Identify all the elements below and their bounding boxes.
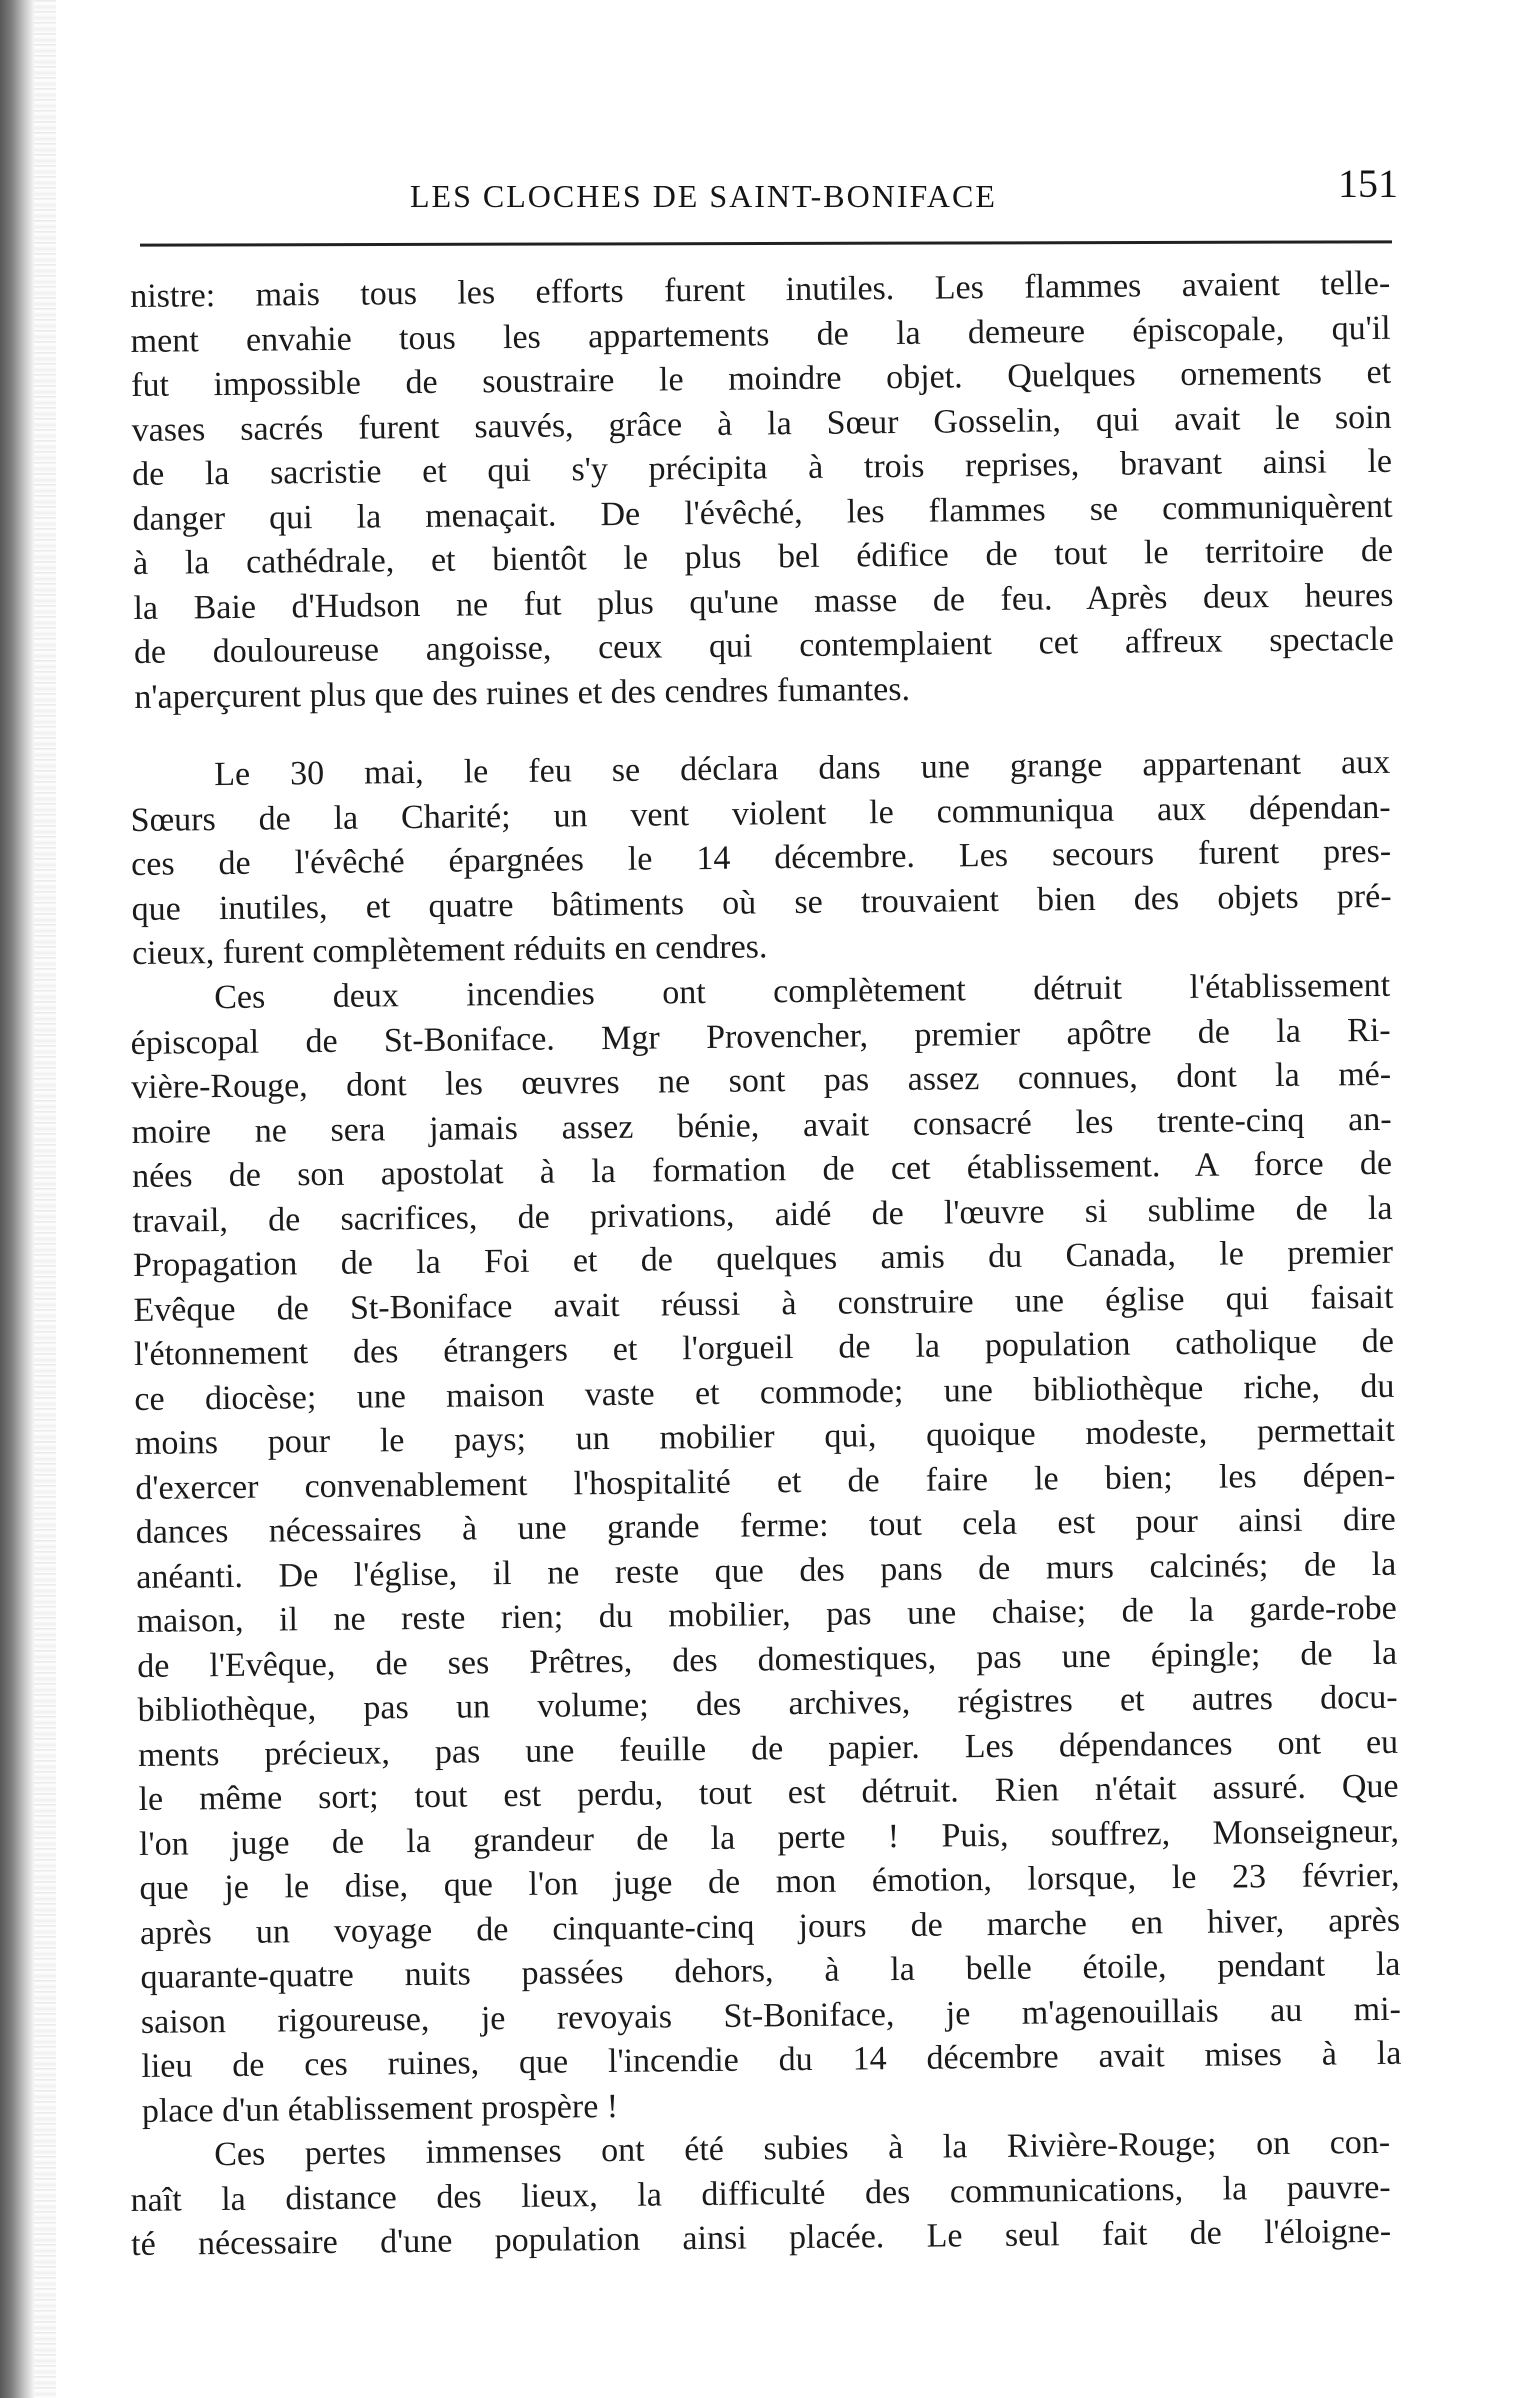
text-line: vière-Rouge, dont les œuvres ne sont pas assez connues, dont la mé- — [130, 1055, 1392, 1106]
text-line: ce diocèse; une maison vaste et commode; une bibliothèque riche, du — [134, 1366, 1395, 1417]
text-line: Ces deux incendies ont complètement détruit l'établissement — [214, 966, 1391, 1016]
text-line: épiscopal de St-Boniface. Mgr Provencher, premier apôtre de la Ri- — [130, 1010, 1391, 1061]
text-line: naît la distance des lieux, la difficulté des communications, la pauvre- — [130, 2167, 1391, 2218]
running-header — [130, 150, 1398, 230]
text-line: saison rigoureuse, je revoyais St-Boniface, je m'agenouillais au mi- — [140, 1989, 1402, 2040]
text-line: danger qui la menaçait. De l'évêché, les flammes se communiquèrent — [132, 487, 1393, 538]
paragraph-2 — [130, 741, 1392, 977]
paragraph-3 — [130, 963, 1402, 2133]
text-line: vases sacrés furent sauvés, grâce à la Sœur Gosselin, qui avait le soin — [131, 398, 1392, 449]
page-gutter-shadow — [34, 0, 56, 2398]
text-line: Sœurs de la Charité; un vent violent le communiqua aux dépendan- — [130, 788, 1391, 839]
book-page — [130, 150, 1402, 2263]
text-line: té nécessaire d'une population ainsi placée. Le seul fait de l'éloigne- — [130, 2212, 1392, 2263]
text-line: fut impossible de soustraire le moindre objet. Quelques ornements et — [130, 353, 1392, 404]
text-line: de l'Evêque, de ses Prêtres, des domestiques, pas une épingle; de la — [137, 1633, 1398, 1684]
text-line: d'exercer convenablement l'hospitalité et de faire le bien; les dépen- — [135, 1455, 1396, 1506]
text-line: Evêque de St-Boniface avait réussi à construire une église qui faisait — [133, 1277, 1394, 1328]
running-title: LES CLOCHES DE SAINT-BONIFACE — [410, 178, 997, 214]
text-line: que inutiles, et quatre bâtiments où se trouvaient bien des objets pré- — [131, 877, 1392, 928]
text-line: à la cathédrale, et bientôt le plus bel édifice de tout le territoire de — [132, 531, 1394, 582]
text-line: ments précieux, pas une feuille de papier. Les dépendances ont eu — [137, 1722, 1399, 1773]
text-line: nistre: mais tous les efforts furent inutiles. Les flammes avaient telle- — [130, 264, 1391, 315]
text-line: la Baie d'Hudson ne fut plus qu'une masse de feu. Après deux heures — [133, 576, 1394, 627]
paragraph-4 — [130, 2120, 1391, 2267]
text-line: cieux, furent complètement réduits en cendres. — [131, 928, 768, 972]
text-line: place d'un établissement prospère ! — [141, 2086, 619, 2129]
text-line: que je le dise, que l'on juge de mon émotion, lorsque, le 23 février, — [139, 1856, 1400, 1907]
text-line: nées de son apostolat à la formation de cet établissement. A force de — [131, 1144, 1393, 1195]
text-line: anéanti. De l'église, il ne reste que des pans de murs calcinés; de la — [136, 1544, 1397, 1595]
header-rule — [140, 240, 1392, 246]
page-number: 151 — [1338, 161, 1398, 206]
text-line: maison, il ne reste rien; du mobilier, pas une chaise; de la garde-robe — [136, 1589, 1397, 1640]
text-line: Ces pertes immenses ont été subies à la Rivière-Rouge; on con- — [214, 2123, 1391, 2173]
text-line: bibliothèque, pas un volume; des archives, régistres et autres docu- — [137, 1678, 1398, 1729]
text-line: quarante-quatre nuits passées dehors, à la belle étoile, pendant la — [140, 1945, 1401, 1996]
text-line: Le 30 mai, le feu se déclara dans une grange appartenant aux — [214, 743, 1391, 794]
text-line: ment envahie tous les appartements de la demeure épiscopale, qu'il — [130, 309, 1391, 360]
text-line: de douloureuse angoisse, ceux qui contemplaient cet affreux spectacle — [133, 620, 1395, 671]
text-line: après un voyage de cinquante-cinq jours de marche en hiver, après — [139, 1900, 1401, 1951]
text-line: lieu de ces ruines, que l'incendie du 14 décembre avait mises à la — [141, 2034, 1402, 2085]
text-line: ces de l'évêché épargnées le 14 décembre. Les secours furent pres- — [130, 832, 1392, 883]
text-line: dances nécessaires à une grande ferme: tout cela est pour ainsi dire — [135, 1500, 1396, 1551]
text-line: n'aperçurent plus que des ruines et des cendres fumantes. — [134, 670, 911, 716]
text-line: l'on juge de la grandeur de la perte ! Puis, souffrez, Monseigneur, — [138, 1811, 1400, 1862]
text-line: le même sort; tout est perdu, tout est détruit. Rien n'était assuré. Que — [138, 1767, 1399, 1818]
text-line: travail, de sacrifices, de privations, aidé de l'œuvre si sublime de la — [132, 1188, 1393, 1239]
paragraph-1 — [130, 262, 1395, 720]
text-line: moire ne sera jamais assez bénie, avait consacré les trente-cinq an- — [131, 1099, 1392, 1150]
text-line: moins pour le pays; un mobilier qui, quoique modeste, permettait — [134, 1411, 1396, 1462]
book-binding-edge — [0, 0, 34, 2398]
text-line: Propagation de la Foi et de quelques amis du Canada, le premier — [132, 1233, 1394, 1284]
body-text — [130, 264, 1402, 2267]
text-line: de la sacristie et qui s'y précipita à trois reprises, bravant ainsi le — [131, 442, 1393, 493]
text-line: l'étonnement des étrangers et l'orgueil de la population catholique de — [133, 1322, 1395, 1373]
